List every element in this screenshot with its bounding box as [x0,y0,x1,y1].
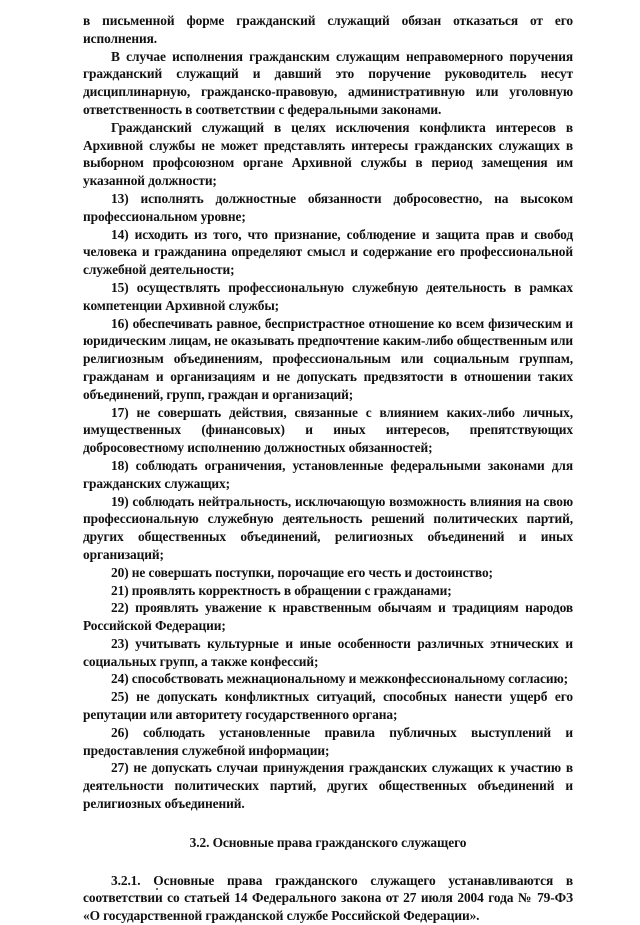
list-item: 21) проявлять корректность в обращении с гражданами; [111,582,452,598]
list-item: 26) соблюдать установленные правила публичных выступлений и предоставления служебной информации; [83,724,573,758]
list-item: 18) соблюдать ограничения, установленные федеральными законами для гражданских служащих; [83,457,573,491]
list-item: 13) исполнять должностные обязанности добросовестно, на высоком профессиональном уровне; [83,190,573,224]
document-page [83,12,573,925]
list-item: 24) способствовать межнациональному и межконфессиональному согласию; [111,671,568,687]
paragraph-conflict-of-interest: Гражданский служащий в целях исключения конфликта интересов в Архивной службы не может представлять интересы гражданских служащих в выборном профсоюзном органе Архивной службы в период замещения им указанной должности; [83,119,573,189]
list-item: 17) не совершать действия, связанные с влиянием каких-либо личных, имущественных (финансовых) и иных интересов, препятствующих добросовестному исполнению должностных обязанностей; [83,404,573,456]
scan-speck [156,888,158,890]
list-item: 20) не совершать поступки, порочащие его честь и достоинство; [111,564,493,580]
list-item: 19) соблюдать нейтральность, исключающую возможность влияния на свою профессиональную служебную деятельность решений политических партий, других общественных объединений, религиозных объединений и иных организаций; [83,493,573,562]
section-heading: 3.2. Основные права гражданского служащего [189,834,467,850]
list-item: 14) исходить из того, что признание, соблюдение и защита прав и свобод человека и гражданина определяют смысл и содержание его профессиональной служебной деятельности; [83,226,573,278]
paragraph-responsibility: В случае исполнения гражданским служащим неправомерного поручения гражданский служащий и давший это поручение руководитель несут дисциплинарную, гражданско-правовую, административную или уголовную ответственность в соответствии с федеральными законами. [83,48,573,117]
section-paragraph: 3.2.1. Основные права гражданского служащего устанавливаются в соответствии со статьей 14 Федерального закона от 27 июля 2004 года № 79-ФЗ «О государственной гражданской службе Российской Федерации». [83,872,573,924]
list-item: 27) не допускать случаи принуждения гражданских служащих к участию в деятельности политических партий, других общественных объединений и религиозных объединений. [83,760,573,812]
paragraph-continuation: в письменной форме гражданский служащий обязан отказаться от его исполнения. [83,13,573,46]
list-item: 16) обеспечивать равное, беспристрастное отношение ко всем физическим и юридическим лицам, не оказывать предпочтение каким-либо общественным или религиозным объединениям, профессиональным или социальным группам, гражданам и организациям и не допускать предвзятости в отношении таких объединений, групп, граждан и организаций; [83,315,573,402]
list-item: 15) осуществлять профессиональную служебную деятельность в рамках компетенции Архивной службы; [83,279,573,313]
list-item: 23) учитывать культурные и иные особенности различных этнических и социальных групп, а также конфессий; [83,635,573,669]
list-item: 25) не допускать конфликтных ситуаций, способных нанести ущерб его репутации или авторитету государственного органа; [83,689,573,723]
list-item: 22) проявлять уважение к нравственным обычаям и традициям народов Российской Федерации; [83,600,573,634]
